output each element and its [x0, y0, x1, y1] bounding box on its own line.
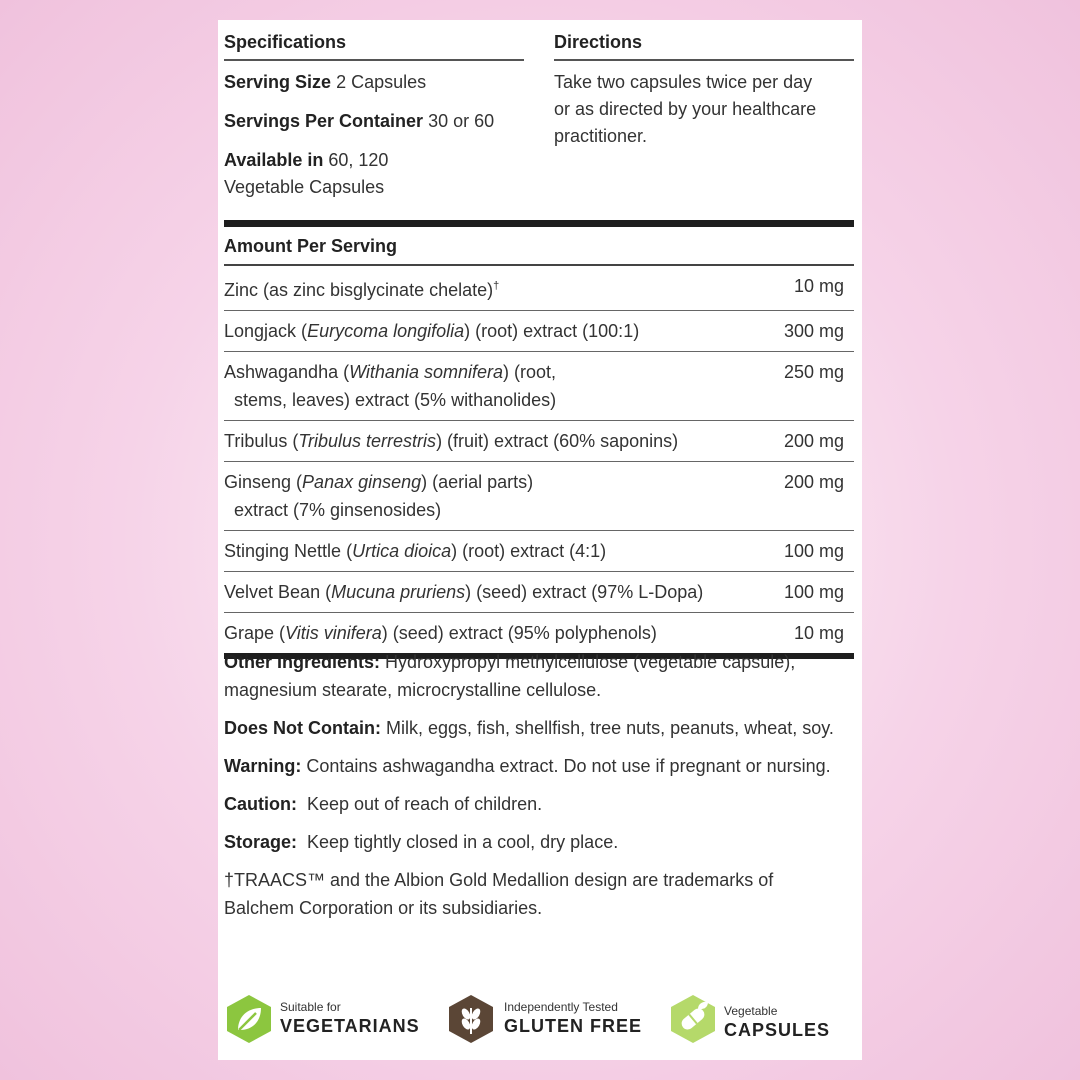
does-not-contain-text: Milk, eggs, fish, shellfish, tree nuts, peanuts, wheat, soy. [386, 718, 834, 738]
warning [224, 752, 844, 780]
available-label: Available in [224, 150, 324, 170]
ingredient-name-text: Velvet Bean ( [224, 582, 332, 602]
vegetable-capsules-badge [668, 992, 854, 1048]
ingredient-name-text: Longjack ( [224, 321, 308, 341]
ingredient-amount: 100 mg [783, 541, 844, 561]
table-row [224, 531, 854, 572]
warning-label: Warning: [224, 756, 302, 776]
ingredient-name-text: Tribulus ( [224, 431, 299, 451]
ingredient-name [224, 427, 678, 455]
other-ingredients-label: Other Ingredients: [224, 652, 381, 672]
table-row [224, 462, 854, 531]
table-row [224, 613, 854, 653]
ingredient-name-suffix: ) (root) extract (4:1) [451, 541, 607, 561]
serving-size-label: Serving Size [224, 72, 332, 92]
ingredient-amount: 250 mg [783, 362, 844, 382]
notes-section [224, 648, 844, 932]
ingredient-amount: 300 mg [783, 321, 844, 341]
ingredient-latin-name: Withania somnifera [349, 362, 503, 382]
table-row [224, 266, 854, 311]
top-section [224, 20, 854, 220]
gluten-big-text: GLUTEN FREE [504, 1016, 643, 1036]
does-not-contain [224, 714, 844, 742]
ingredient-name [224, 537, 606, 565]
ingredient-name-suffix: ) (root) extract (100:1) [464, 321, 640, 341]
ingredient-name-suffix: ) (seed) extract (97% L-Dopa) [465, 582, 704, 602]
ingredient-name-text: Ashwagandha ( [224, 362, 350, 382]
ingredient-name-text: Zinc (as zinc bisglycinate chelate) [224, 280, 494, 300]
ingredient-name [224, 619, 657, 647]
capsule-hexagon-icon [668, 994, 718, 1044]
ingredient-name [224, 468, 533, 524]
ingredient-name [224, 317, 639, 345]
caution-label: Caution: [224, 794, 297, 814]
dagger-marker: † [493, 280, 500, 292]
serving-size [224, 69, 524, 96]
storage [224, 828, 844, 856]
ingredient-amount: 200 mg [783, 431, 844, 451]
ingredient-latin-name: Eurycoma longifolia [307, 321, 465, 341]
ingredient-name-continuation: stems, leaves) extract (5% withanolides) [234, 390, 557, 410]
capsules-small-text: Vegetable [724, 1004, 778, 1018]
leaf-hexagon-icon [224, 994, 274, 1044]
available-value-2: Vegetable Capsules [224, 177, 385, 197]
ingredient-name-suffix: ) (root, [503, 362, 557, 382]
table-top-rule [224, 220, 854, 227]
available-value: 60, 120 [328, 150, 389, 170]
ingredient-rows [224, 266, 854, 653]
table-row [224, 572, 854, 613]
storage-label: Storage: [224, 832, 298, 852]
directions-text: Take two capsules twice per day or as directed by your healthcare practitioner. [554, 72, 817, 146]
caution-text: Keep out of reach of children. [307, 794, 543, 814]
ingredient-name-text: Ginseng ( [224, 472, 303, 492]
ingredient-amount: 100 mg [783, 582, 844, 602]
servings-per-container [224, 108, 524, 135]
ingredient-amount: 10 mg [793, 276, 844, 296]
trademark-notice: †TRAACS™ and the Albion Gold Medallion design are trademarks of Balchem Corporation or its subsidiaries. [224, 870, 774, 918]
badges-row [224, 992, 854, 1052]
serving-size-value: 2 Capsules [336, 72, 427, 92]
table-row [224, 352, 854, 421]
other-ingredients-text: Hydroxypropyl methylcellulose (vegetable capsule), magnesium stearate, microcrystalline cellulose. [224, 652, 796, 700]
ingredient-latin-name: Urtica dioica [352, 541, 452, 561]
ingredient-latin-name: Panax ginseng [302, 472, 422, 492]
ingredient-latin-name: Mucuna pruriens [331, 582, 466, 602]
ingredient-name-suffix: ) (seed) extract (95% polyphenols) [381, 623, 657, 643]
vegetarian-big-text: VEGETARIANS [280, 1016, 420, 1036]
other-ingredients [224, 648, 844, 704]
specifications-column [224, 20, 524, 201]
capsules-big-text: CAPSULES [724, 1020, 831, 1040]
warning-text: Contains ashwagandha extract. Do not use if pregnant or nursing. [306, 756, 831, 776]
gluten-free-badge [446, 992, 646, 1048]
servings-label: Servings Per Container [224, 111, 424, 131]
amount-per-serving-heading: Amount Per Serving [224, 227, 854, 266]
directions-column [554, 20, 854, 150]
ingredient-amount: 200 mg [783, 472, 844, 492]
ingredient-name-suffix: ) (aerial parts) [421, 472, 534, 492]
storage-text: Keep tightly closed in a cool, dry place. [307, 832, 619, 852]
servings-value: 30 or 60 [428, 111, 495, 131]
vegetarian-badge [224, 992, 424, 1048]
ingredient-name [224, 272, 499, 304]
gluten-small-text: Independently Tested [504, 1000, 618, 1014]
does-not-contain-label: Does Not Contain: [224, 718, 381, 738]
directions-heading: Directions [554, 20, 854, 61]
ingredient-latin-name: Vitis vinifera [285, 623, 382, 643]
ingredients-table [224, 220, 854, 659]
panel-content [224, 20, 854, 1040]
ingredient-name-text: Grape ( [224, 623, 286, 643]
ingredient-name [224, 358, 556, 414]
ingredient-latin-name: Tribulus terrestris [298, 431, 437, 451]
wheat-hexagon-icon [446, 994, 496, 1044]
supplement-facts-panel [218, 20, 862, 1060]
ingredient-name-text: Stinging Nettle ( [224, 541, 353, 561]
specifications-heading: Specifications [224, 20, 524, 61]
available-in [224, 147, 524, 201]
table-row [224, 311, 854, 352]
ingredient-name [224, 578, 703, 606]
ingredient-name-suffix: ) (fruit) extract (60% saponins) [436, 431, 679, 451]
table-row [224, 421, 854, 462]
caution [224, 790, 844, 818]
ingredient-amount: 10 mg [793, 623, 844, 643]
vegetarian-small-text: Suitable for [280, 1000, 341, 1014]
ingredient-name-continuation: extract (7% ginsenosides) [234, 500, 442, 520]
